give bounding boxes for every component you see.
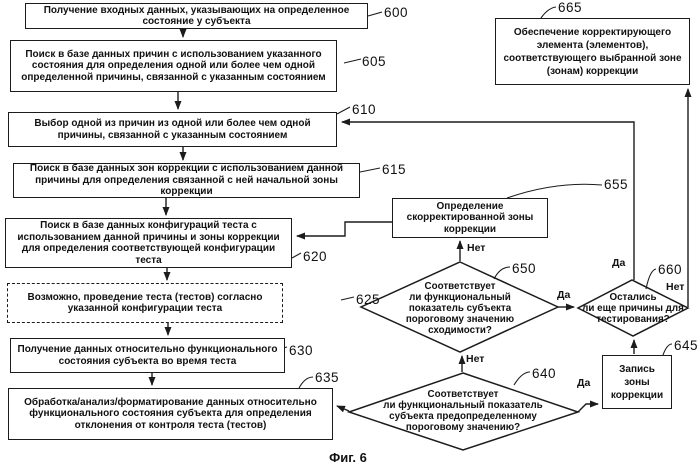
branch-label-no-660-665: Нет — [666, 281, 685, 293]
leader-645 — [663, 344, 672, 355]
ref-label-605: 605 — [362, 54, 387, 69]
decision-640-text: Соответствует ли функциональный показатель субъекта предопределенному пороговому значению? — [383, 389, 543, 433]
ref-label-665: 665 — [558, 0, 583, 15]
leader-610 — [337, 107, 350, 114]
decision-650-text: Соответствует ли функциональный показатель субъекта пороговому значению сходимости? — [405, 280, 515, 336]
figure-caption: Фиг. 6 — [329, 450, 367, 465]
ref-label-600: 600 — [384, 5, 409, 20]
ref-label-650: 650 — [512, 261, 537, 276]
leader-600 — [368, 12, 382, 16]
branch-label-yes-650-660: Да — [557, 289, 571, 301]
process-box-635: Обработка/анализ/форматирование данных относительно функционального состояния субъекта для определения отклонения от контроля теста (тестов) — [8, 388, 333, 440]
ref-label-620: 620 — [303, 249, 328, 264]
arrow-655-620 — [297, 222, 392, 236]
ref-label-655: 655 — [604, 177, 629, 192]
process-box-645: Запись зоны коррекции — [602, 355, 672, 409]
process-box-615: Поиск в базе данных зон коррекции с использованием данной причины для определения связанной с ней начальной зоны коррекции — [13, 163, 360, 198]
leader-655 — [507, 184, 602, 198]
branch-label-no-650-655: Нет — [467, 242, 486, 254]
leader-615 — [360, 168, 380, 172]
ref-label-625: 625 — [356, 292, 381, 307]
process-box-600: Получение входных данных, указывающих на определенное состояние у субъекта — [25, 3, 368, 29]
leader-605 — [344, 59, 361, 63]
process-box-630: Получение данных относительно функционального состояния субъекта во время теста — [10, 338, 285, 373]
arrow-640-645-yes — [578, 404, 598, 412]
leader-665 — [541, 7, 556, 18]
leader-640 — [514, 372, 530, 385]
decision-660-text: Остались ли еще причины для тестирования? — [582, 291, 684, 325]
ref-label-640: 640 — [532, 366, 557, 381]
process-box-665: Обеспечение корректирующего элемента (элементов), соответствующего выбранной зоне (зонам) коррекции — [495, 18, 690, 85]
ref-label-645: 645 — [674, 338, 699, 353]
process-box-655: Определение скорректированной зоны коррекции — [392, 198, 548, 238]
ref-label-635: 635 — [315, 370, 340, 385]
ref-label-660: 660 — [658, 262, 683, 277]
branch-label-yes-640-645: Да — [577, 377, 591, 389]
optional-process-box-625: Возможно, проведение теста (тестов) согласно указанной конфигурации теста — [7, 283, 283, 323]
ref-label-630: 630 — [289, 343, 314, 358]
arrow-640-635 — [337, 406, 349, 411]
ref-label-610: 610 — [352, 102, 377, 117]
leader-625 — [341, 297, 354, 300]
branch-label-yes-660-610: Да — [612, 257, 626, 269]
ref-label-615: 615 — [382, 162, 407, 177]
branch-label-no-640-650: Нет — [466, 353, 485, 365]
process-box-620: Поиск в базе данных конфигураций теста с использованием данной причины и зоны коррекции для определения соответствующей конфигурации теста — [5, 218, 292, 268]
leader-620 — [292, 253, 301, 258]
leader-635 — [299, 377, 313, 388]
process-box-605: Поиск в базе данных причин с использованием указанного состояния для определения одной или более чем одной определенной причины, связанной с указанным состоянием — [10, 40, 337, 92]
process-box-610: Выбор одной из причин из одной или более чем одной причины, связанной с указанным состоянием — [8, 112, 337, 147]
